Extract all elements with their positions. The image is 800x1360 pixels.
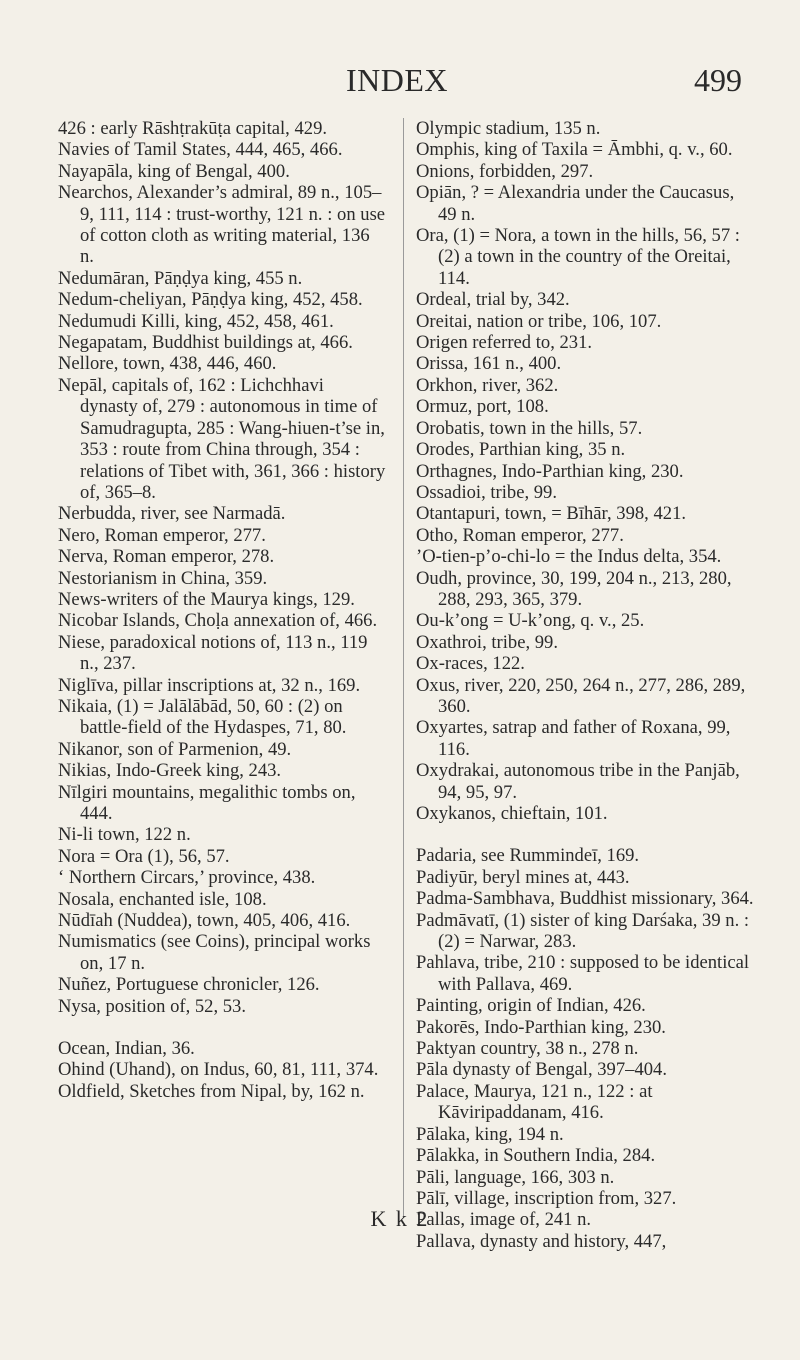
index-entry: Nerbudda, river, see Narmadā. xyxy=(58,503,286,525)
index-entry: Nīlgiri mountains, megalithic tombs on, 444. xyxy=(58,781,356,824)
index-entry: Nikias, Indo-Greek king, 243. xyxy=(58,760,282,782)
index-entry: Onions, forbidden, 297. xyxy=(416,160,594,182)
index-entry: Nedumāran, Pāṇḍya king, 455 n. xyxy=(58,267,303,289)
index-entry: Pāla dynasty of Bengal, 397–404. xyxy=(416,1059,667,1081)
index-entry: Nerva, Roman emperor, 278. xyxy=(58,546,275,568)
index-entry: Nayapāla, king of Bengal, 400. xyxy=(58,160,290,182)
index-entry: Ordeal, trial by, 342. xyxy=(416,289,570,311)
index-entry: Navies of Tamil States, 444, 465, 466. xyxy=(58,139,343,161)
index-entry: Olympic stadium, 135 n. xyxy=(416,118,601,139)
index-entry: Painting, origin of Indian, 426. xyxy=(416,995,646,1017)
index-entry: Oudh, province, 30, 199, 204 n., 213, 280, 288, 293, 365, 379. xyxy=(416,567,732,610)
index-entry: Ox-races, 122. xyxy=(416,653,525,675)
index-entry: Padaria, see Rummindeī, 169. xyxy=(416,845,640,867)
index-entry: Paktyan country, 38 n., 278 n. xyxy=(416,1038,639,1060)
index-entry: Ohind (Uhand), on Indus, 60, 81, 111, 374. xyxy=(58,1059,379,1081)
index-entry: Pāli, language, 166, 303 n. xyxy=(416,1166,615,1188)
index-entry: Padmāvatī, (1) sister of king Darśaka, 39 n. : (2) = Narwar, 283. xyxy=(416,909,750,953)
index-entry: 426 : early Rāshṭrakūṭa capital, 429. xyxy=(58,118,328,139)
index-entry: Nuñez, Portuguese chronicler, 126. xyxy=(58,974,320,996)
index-entry: Pallava, dynasty and history, 447, xyxy=(416,1230,667,1252)
index-column-right xyxy=(416,118,754,1252)
index-entry: Nepāl, capitals of, 162 : Lichchhavi dynasty of, 279 : autonomous in time of Samudragupta, 285 : Wang-hiuen-t’se in, 353 : route from China through, 354 : relations of Tibet with, 361, 366 : history of, 365–8. xyxy=(58,374,386,503)
index-entry: Oldfield, Sketches from Nipal, by, 162 n. xyxy=(58,1080,365,1102)
index-entry: Oxyartes, satrap and father of Roxana, 99, 116. xyxy=(416,717,731,760)
index-entry: Nearchos, Alexander’s admiral, 89 n., 105–9, 111, 114 : trust-worthy, 121 n. : on use of cotton cloth as writing material, 136 n. xyxy=(58,182,386,268)
index-entry: Nosala, enchanted isle, 108. xyxy=(58,888,267,910)
index-entry: Orissa, 161 n., 400. xyxy=(416,353,562,375)
index-entry: Nestorianism in China, 359. xyxy=(58,567,268,589)
index-entry: Omphis, king of Taxila = Āmbhi, q. v., 60. xyxy=(416,139,733,161)
signature-mark: K k 2 xyxy=(370,1206,430,1231)
section-gap xyxy=(416,824,754,845)
index-entry: Oreitai, nation or tribe, 106, 107. xyxy=(416,310,662,332)
index-entry: Nysa, position of, 52, 53. xyxy=(58,995,246,1017)
index-entry: Ni-li town, 122 n. xyxy=(58,824,191,846)
index-entry: Oxus, river, 220, 250, 264 n., 277, 286, 289, 360. xyxy=(416,674,746,717)
index-entry: Pālakka, in Southern India, 284. xyxy=(416,1145,656,1167)
index-entry: Ormuz, port, 108. xyxy=(416,396,549,418)
index-entry: Pālaka, king, 194 n. xyxy=(416,1123,564,1145)
page-number: 499 xyxy=(694,62,742,98)
page-title: INDEX xyxy=(345,62,449,98)
index-entry: ’O-tien-p’o-chi-lo = the Indus delta, 354. xyxy=(416,546,722,568)
index-entry: Origen referred to, 231. xyxy=(416,332,593,354)
index-entry: Numismatics (see Coins), principal works on, 17 n. xyxy=(58,931,371,974)
index-entry: Negapatam, Buddhist buildings at, 466. xyxy=(58,332,353,354)
column-divider xyxy=(403,118,404,1218)
index-entry: Nora = Ora (1), 56, 57. xyxy=(58,845,230,867)
index-entry: Nellore, town, 438, 446, 460. xyxy=(58,353,277,375)
index-entry: Orthagnes, Indo-Parthian king, 230. xyxy=(416,460,684,482)
index-entry: Ora, (1) = Nora, a town in the hills, 56, 57 : (2) a town in the country of the Oreitai, 114. xyxy=(416,225,740,289)
index-entry: Padiyūr, beryl mines at, 443. xyxy=(416,866,630,888)
index-entry: Pālī, village, inscription from, 327. xyxy=(416,1187,677,1209)
index-entry: Orobatis, town in the hills, 57. xyxy=(416,417,643,439)
index-entry: ‘ Northern Circars,’ province, 438. xyxy=(58,867,316,889)
index-entry: Niglīva, pillar inscriptions at, 32 n., 169. xyxy=(58,674,361,696)
index-entry: Orodes, Parthian king, 35 n. xyxy=(416,439,626,461)
index-entry: News-writers of the Maurya kings, 129. xyxy=(58,588,355,610)
index-entry: Nikaia, (1) = Jalālābād, 50, 60 : (2) on battle-field of the Hydaspes, 71, 80. xyxy=(58,695,347,739)
running-head xyxy=(52,62,742,102)
index-entry: Nedum-cheliyan, Pāṇḍya king, 452, 458. xyxy=(58,289,363,311)
index-entry: Palace, Maurya, 121 n., 122 : at Kāviripaddanam, 416. xyxy=(416,1080,653,1124)
index-entry: Oxathroi, tribe, 99. xyxy=(416,631,559,653)
index-entry: Nicobar Islands, Choḷa annexation of, 466. xyxy=(58,610,378,632)
index-entry: Pahlava, tribe, 210 : supposed to be identical with Pallava, 469. xyxy=(416,952,750,995)
index-entry: Padma-Sambhava, Buddhist missionary, 364. xyxy=(416,888,754,910)
index-entry: Nedumudi Killi, king, 452, 458, 461. xyxy=(58,310,334,332)
index-entry: Orkhon, river, 362. xyxy=(416,374,559,396)
index-entry: Otantapuri, town, = Bīhār, 398, 421. xyxy=(416,503,687,525)
index-entry: Niese, paradoxical notions of, 113 n., 119 n., 237. xyxy=(58,631,368,675)
index-entry: Pakorēs, Indo-Parthian king, 230. xyxy=(416,1016,666,1038)
section-gap xyxy=(58,1017,386,1038)
index-entry: Oxydrakai, autonomous tribe in the Panjāb, 94, 95, 97. xyxy=(416,760,740,803)
index-entry: Ou-k’ong = U-k’ong, q. v., 25. xyxy=(416,610,645,632)
index-entry: Opiān, ? = Alexandria under the Caucasus, 49 n. xyxy=(416,182,735,225)
index-entry: Otho, Roman emperor, 277. xyxy=(416,524,624,546)
index-entry: Nikanor, son of Parmenion, 49. xyxy=(58,738,292,760)
index-column-left xyxy=(58,118,386,1102)
index-entry: Ocean, Indian, 36. xyxy=(58,1038,195,1060)
index-entry: Nūdīah (Nuddea), town, 405, 406, 416. xyxy=(58,910,351,932)
index-entry: Nero, Roman emperor, 277. xyxy=(58,524,266,546)
index-entry: Ossadioi, tribe, 99. xyxy=(416,481,557,503)
index-entry: Pallas, image of, 241 n. xyxy=(416,1209,592,1231)
index-entry: Oxykanos, chieftain, 101. xyxy=(416,803,608,824)
